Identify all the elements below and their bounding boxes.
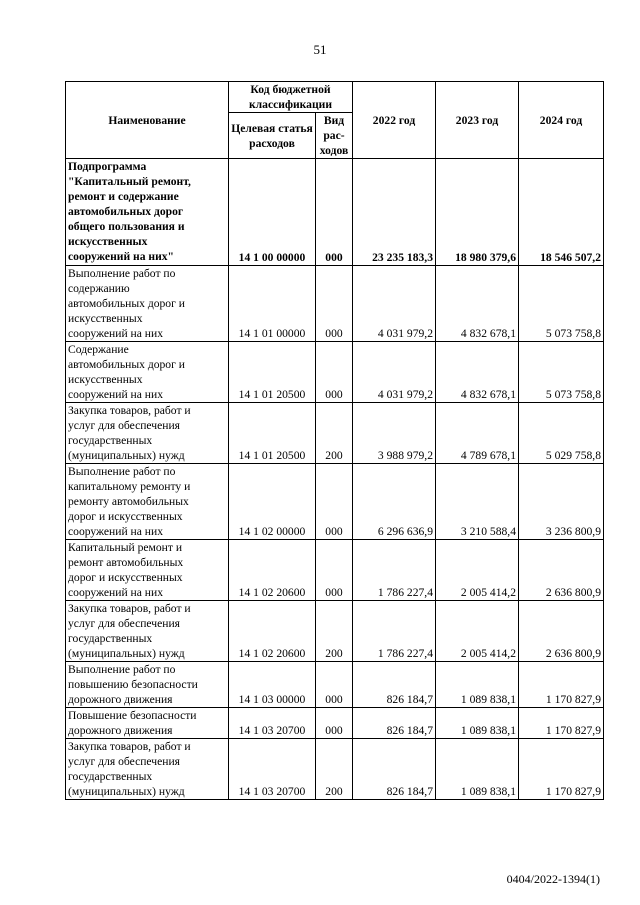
row-name: Выполнение работ по повышению безопасности дорожного движения: [66, 662, 229, 708]
page-number: 51: [313, 42, 327, 57]
row-value-2024: 5 073 758,8: [519, 342, 604, 403]
row-expense-kind: 000: [316, 708, 353, 739]
row-value-2024: 5 029 758,8: [519, 403, 604, 464]
row-value-2022: 6 296 636,9: [353, 464, 436, 540]
row-value-2022: 4 031 979,2: [353, 342, 436, 403]
row-value-2023: 2 005 414,2: [436, 601, 519, 662]
row-name: Подпрограмма "Капитальный ремонт, ремонт и содержание автомобильных дорог общего пользования и искусственных сооружений на них": [66, 159, 229, 266]
row-expense-kind: 200: [316, 739, 353, 800]
table-row: [66, 403, 604, 464]
row-expense-kind: 000: [316, 266, 353, 342]
row-expense-kind: 000: [316, 662, 353, 708]
table-row: [66, 708, 604, 739]
row-value-2022: 23 235 183,3: [353, 159, 436, 266]
header-2024: 2024 год: [519, 82, 604, 159]
row-value-2023: 3 210 588,4: [436, 464, 519, 540]
row-expense-kind: 000: [316, 159, 353, 266]
row-value-2023: 4 789 678,1: [436, 403, 519, 464]
row-value-2023: 1 089 838,1: [436, 662, 519, 708]
row-name: Выполнение работ по содержанию автомобильных дорог и искусственных сооружений на них: [66, 266, 229, 342]
row-target-code: 14 1 00 00000: [229, 159, 316, 266]
row-value-2022: 826 184,7: [353, 739, 436, 800]
row-name: Закупка товаров, работ и услуг для обеспечения государственных (муниципальных) нужд: [66, 739, 229, 800]
header-name: Наименование: [66, 82, 229, 159]
row-name: Капитальный ремонт и ремонт автомобильных дорог и искусственных сооружений на них: [66, 540, 229, 601]
row-name: Закупка товаров, работ и услуг для обеспечения государственных (муниципальных) нужд: [66, 601, 229, 662]
row-expense-kind: 000: [316, 464, 353, 540]
row-value-2022: 826 184,7: [353, 662, 436, 708]
row-value-2024: 18 546 507,2: [519, 159, 604, 266]
row-name: Повышение безопасности дорожного движения: [66, 708, 229, 739]
row-value-2024: 1 170 827,9: [519, 662, 604, 708]
row-target-code: 14 1 02 00000: [229, 464, 316, 540]
table-row: [66, 601, 604, 662]
table-row: [66, 342, 604, 403]
row-target-code: 14 1 01 00000: [229, 266, 316, 342]
row-target-code: 14 1 03 20700: [229, 708, 316, 739]
row-target-code: 14 1 03 00000: [229, 662, 316, 708]
document-code: 0404/2022-1394(1): [506, 872, 600, 886]
row-expense-kind: 000: [316, 540, 353, 601]
table-row: [66, 464, 604, 540]
table-row: [66, 266, 604, 342]
row-value-2022: 4 031 979,2: [353, 266, 436, 342]
row-value-2022: 1 786 227,4: [353, 601, 436, 662]
header-target: Целевая статья расходов: [229, 113, 316, 159]
row-value-2023: 2 005 414,2: [436, 540, 519, 601]
header-2023: 2023 год: [436, 82, 519, 159]
row-expense-kind: 200: [316, 403, 353, 464]
row-name: Закупка товаров, работ и услуг для обеспечения государственных (муниципальных) нужд: [66, 403, 229, 464]
row-value-2023: 18 980 379,6: [436, 159, 519, 266]
row-target-code: 14 1 03 20700: [229, 739, 316, 800]
row-expense-kind: 200: [316, 601, 353, 662]
row-value-2024: 1 170 827,9: [519, 708, 604, 739]
row-expense-kind: 000: [316, 342, 353, 403]
row-value-2022: 3 988 979,2: [353, 403, 436, 464]
table-row: [66, 739, 604, 800]
header-kind: Вид рас-ходов: [316, 113, 353, 159]
row-value-2023: 1 089 838,1: [436, 708, 519, 739]
row-target-code: 14 1 01 20500: [229, 342, 316, 403]
row-value-2024: 2 636 800,9: [519, 540, 604, 601]
row-value-2023: 4 832 678,1: [436, 266, 519, 342]
header-code-group: Код бюджетной классификации: [229, 82, 353, 113]
row-value-2022: 1 786 227,4: [353, 540, 436, 601]
table-row: [66, 540, 604, 601]
row-value-2024: 3 236 800,9: [519, 464, 604, 540]
row-value-2024: 2 636 800,9: [519, 601, 604, 662]
row-name: Содержание автомобильных дорог и искусственных сооружений на них: [66, 342, 229, 403]
row-target-code: 14 1 01 20500: [229, 403, 316, 464]
row-name: Выполнение работ по капитальному ремонту и ремонту автомобильных дорог и искусственных сооружений на них: [66, 464, 229, 540]
table-body: [66, 159, 604, 800]
budget-table: [65, 81, 604, 800]
row-value-2023: 1 089 838,1: [436, 739, 519, 800]
row-value-2024: 5 073 758,8: [519, 266, 604, 342]
row-value-2023: 4 832 678,1: [436, 342, 519, 403]
header-2022: 2022 год: [353, 82, 436, 159]
row-target-code: 14 1 02 20600: [229, 601, 316, 662]
table-row: [66, 662, 604, 708]
row-target-code: 14 1 02 20600: [229, 540, 316, 601]
row-value-2024: 1 170 827,9: [519, 739, 604, 800]
table-row: [66, 159, 604, 266]
row-value-2022: 826 184,7: [353, 708, 436, 739]
